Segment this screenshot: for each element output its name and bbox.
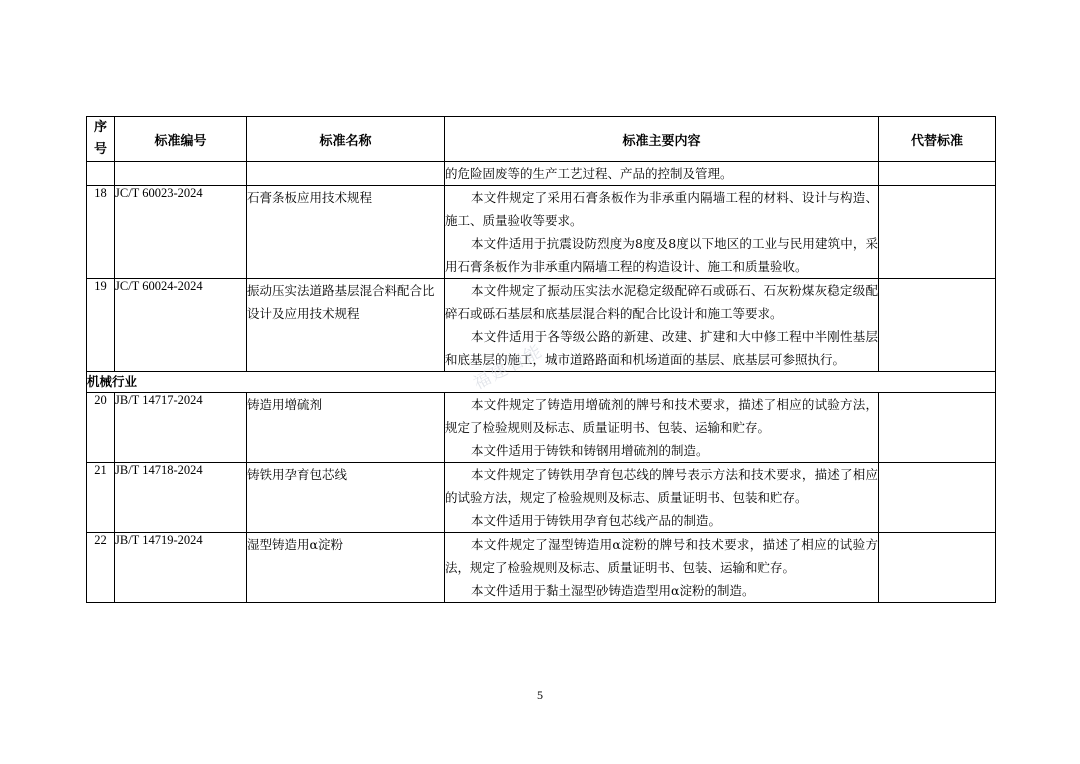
cell-replace <box>879 533 996 603</box>
cell-replace <box>879 279 996 372</box>
table-row <box>87 393 996 463</box>
cell-name: 铸铁用孕育包芯线 <box>247 463 445 533</box>
cell-content <box>445 463 879 533</box>
cell-code: JC/T 60024-2024 <box>115 279 247 372</box>
table-row <box>87 186 996 279</box>
header-name: 标准名称 <box>247 117 445 162</box>
header-seq <box>87 117 115 162</box>
cell-num: 19 <box>87 279 115 372</box>
cell-code: JC/T 60023-2024 <box>115 186 247 279</box>
cell-num <box>87 162 115 186</box>
cell-num: 21 <box>87 463 115 533</box>
cell-code: JB/T 14719-2024 <box>115 533 247 603</box>
content-paragraph: 本文件规定了铸造用增硫剂的牌号和技术要求，描述了相应的试验方法，规定了检验规则及标志、质量证明书、包装、运输和贮存。 <box>445 397 878 435</box>
section-title: 机械行业 <box>87 372 996 393</box>
cell-code: JB/T 14717-2024 <box>115 393 247 463</box>
cell-content <box>445 186 879 279</box>
content-paragraph: 本文件规定了湿型铸造用α淀粉的牌号和技术要求，描述了相应的试验方法，规定了检验规则及标志、质量证明书、包装、运输和贮存。 <box>445 537 878 575</box>
header-seq-line2: 号 <box>93 142 107 157</box>
header-replace: 代替标准 <box>879 117 996 162</box>
header-seq-line1: 序 <box>93 120 107 135</box>
table-header-row <box>87 117 996 162</box>
cell-replace <box>879 393 996 463</box>
content-paragraph: 本文件适用于抗震设防烈度为8度及8度以下地区的工业与民用建筑中，采用石膏条板作为非承重内隔墙工程的构造设计、施工和质量验收。 <box>445 236 878 274</box>
cell-name: 振动压实法道路基层混合料配合比设计及应用技术规程 <box>247 279 445 372</box>
cell-name: 石膏条板应用技术规程 <box>247 186 445 279</box>
header-content: 标准主要内容 <box>445 117 879 162</box>
cell-num: 18 <box>87 186 115 279</box>
header-code: 标准编号 <box>115 117 247 162</box>
content-paragraph: 本文件规定了采用石膏条板作为非承重内隔墙工程的材料、设计与构造、施工、质量验收等要求。 <box>445 190 878 228</box>
cell-name <box>247 162 445 186</box>
cell-code <box>115 162 247 186</box>
page-number: 5 <box>537 688 543 702</box>
content-paragraph: 本文件适用于各等级公路的新建、改建、扩建和大中修工程中半刚性基层和底基层的施工，城市道路路面和机场道面的基层、底基层可参照执行。 <box>445 329 878 367</box>
cell-num: 22 <box>87 533 115 603</box>
table-row <box>87 533 996 603</box>
table-row <box>87 463 996 533</box>
content-paragraph: 本文件适用于铸铁用孕育包芯线产品的制造。 <box>471 513 722 528</box>
cell-name: 湿型铸造用α淀粉 <box>247 533 445 603</box>
cell-name: 铸造用增硫剂 <box>247 393 445 463</box>
content-paragraph: 本文件规定了铸铁用孕育包芯线的牌号表示方法和技术要求，描述了相应的试验方法，规定了检验规则及标志、质量证明书、包装和贮存。 <box>445 467 878 505</box>
content-paragraph: 本文件规定了振动压实法水泥稳定级配碎石或砾石、石灰粉煤灰稳定级配碎石或砾石基层和底基层混合料的配合比设计和施工等要求。 <box>445 283 878 321</box>
cell-replace <box>879 463 996 533</box>
section-row <box>87 372 996 393</box>
table-row-continued <box>87 162 996 186</box>
cell-content <box>445 393 879 463</box>
content-paragraph: 本文件适用于铸铁和铸钢用增硫剂的制造。 <box>471 443 709 458</box>
content-paragraph: 的危险固废等的生产工艺过程、产品的控制及管理。 <box>445 166 733 181</box>
watermark: 福建智能 <box>470 340 547 395</box>
cell-replace <box>879 162 996 186</box>
cell-code: JB/T 14718-2024 <box>115 463 247 533</box>
cell-content <box>445 162 879 186</box>
cell-replace <box>879 186 996 279</box>
content-paragraph: 本文件适用于黏土湿型砂铸造造型用α淀粉的制造。 <box>471 583 755 598</box>
cell-num: 20 <box>87 393 115 463</box>
cell-content <box>445 533 879 603</box>
